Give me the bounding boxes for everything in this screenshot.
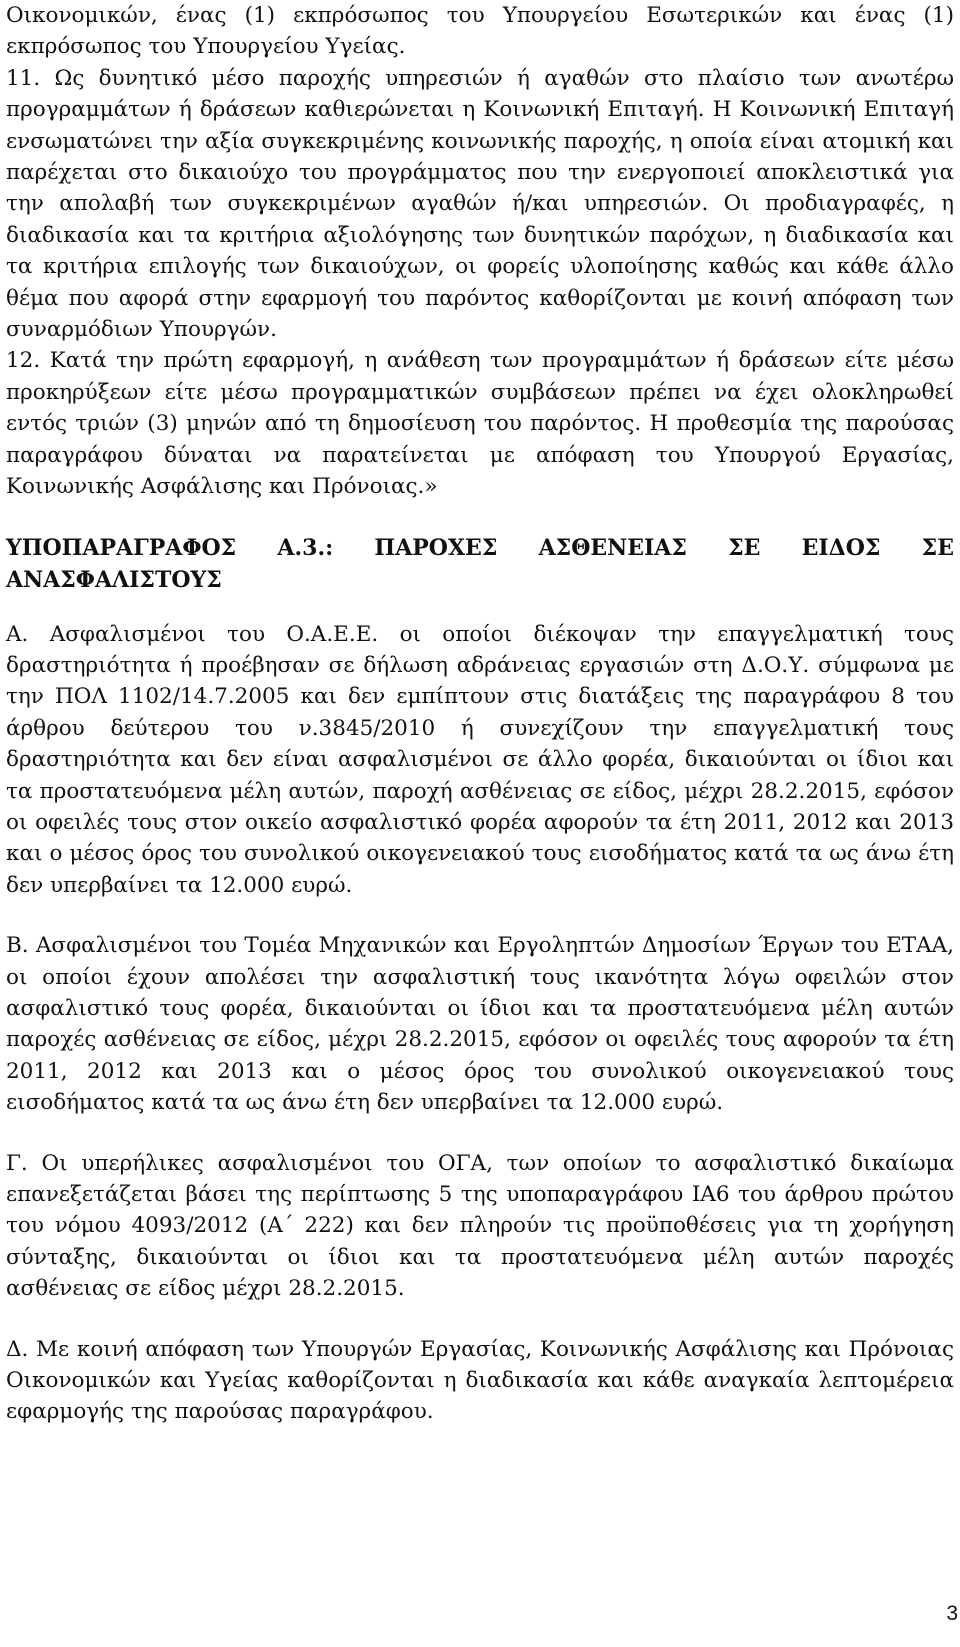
spacer [6, 1119, 954, 1148]
page-number: 3 [946, 1602, 958, 1625]
paragraph-12: 12. Κατά την πρώτη εφαρμογή, η ανάθεση των προγραμμάτων ή δράσεων είτε μέσω προκηρύξεων είτε μέσω προγραμματικών συμβάσεων πρέπει να έχει ολοκληρωθεί εντός τριών (3) μηνών από τη δημοσίευση του παρόντος. Η προθεσμία της παρούσας παραγράφου δύναται να παρατείνεται με απόφαση του Υπουργού Εργασίας, Κοινωνικής Ασφάλισης και Πρόνοιας.» [6, 348, 954, 500]
paragraph-a: Α. Ασφαλισμένοι του Ο.Α.Ε.Ε. οι οποίοι διέκοψαν την επαγγελματική τους δραστηριότητα ή προέβησαν σε δήλωση αδράνειας εργασιών στη Δ.Ο.Υ. σύμφωνα με την ΠΟΛ 1102/14.7.2005 και δεν εμπίπτουν στις διατάξεις της παραγράφου 8 του άρθρου δεύτερου του ν.3845/2010 ή συνεχίζουν την επαγγελματική τους δραστηριότητα και δεν είναι ασφαλισμένοι σε άλλο φορέα, δικαιούνται οι ίδιοι και τα προστατευόμενα μέλη αυτών, παροχή ασθένειας σε είδος, μέχρι 28.2.2015, εφόσον οι οφειλές τους στον οικείο ασφαλιστικό φορέα αφορούν τα έτη 2011, 2012 και 2013 και ο μέσος όρος του συνολικού οικογενειακού τους εισοδήματος κατά τα ως άνω έτη δεν υπερβαίνει τα 12.000 ευρώ. [6, 621, 954, 898]
spacer [6, 596, 954, 619]
spacer [6, 1305, 954, 1334]
paragraph-c: Γ. Οι υπερήλικες ασφαλισμένοι του ΟΓΑ, των οποίων το ασφαλιστικό δικαίωμα επανεξετάζεται βάσει της περίπτωσης 5 της υποπαραγράφου ΙΑ6 του άρθρου πρώτου του νόμου 4093/2012 (Α΄ 222) και δεν πληρούν τις προϋποθέσεις για τη χορήγηση σύνταξης, δικαιούνται οι ίδιοι και τα προστατευόμενα μέλη αυτών παροχές ασθένειας σε είδος μέχρι 28.2.2015. [6, 1150, 954, 1302]
paragraph-11: 11. Ως δυνητικό μέσο παροχής υπηρεσιών ή αγαθών στο πλαίσιο των ανωτέρω προγραμμάτων ή δράσεων καθιερώνεται η Κοινωνική Επιταγή. Η Κοινωνική Επιταγή ενσωματώνει την αξία συγκεκριμένης κοινωνικής παροχής, η οποία είναι ατομική και παρέχεται στο δικαιούχο του προγράμματος που την ενεργοποιεί αποκλειστικά για την απολαβή των συγκεκριμένων αγαθών ή/και υπηρεσιών. Οι προδιαγραφές, η διαδικασία και τα κριτήρια αξιολόγησης των δυνητικών παρόχων, η διαδικασία και τα κριτήρια επιλογής των δικαιούχων, οι φορείς υλοποίησης καθώς και κάθε άλλο θέμα που αφορά στην εφαρμογή του παρόντος καθορίζονται με κοινή απόφαση των συναρμόδιων Υπουργών. [6, 65, 954, 343]
spacer [6, 901, 954, 930]
section-heading: ΥΠΟΠΑΡΑΓΡΑΦΟΣ Α.3.: ΠΑΡΟΧΕΣ ΑΣΘΕΝΕΙΑΣ ΣΕ ΕΙΔΟΣ ΣΕ ΑΝΑΣΦΑΛΙΣΤΟΥΣ [6, 534, 954, 593]
spacer [6, 503, 954, 532]
paragraph-b: Β. Ασφαλισμένοι του Τομέα Μηχανικών και Εργοληπτών Δημοσίων Έργων του ΕΤΑΑ, οι οποίοι έχουν απολέσει την ασφαλιστική τους ικανότητα λόγω οφειλών στον ασφαλιστικό τους φορέα, δικαιούνται οι ίδιοι και τα προστατευόμενα μέλη αυτών παροχές ασθένειας σε είδος, μέχρι 28.2.2015, εφόσον οι οφειλές τους αφορούν τα έτη 2011, 2012 και 2013 και ο μέσος όρος του συνολικού οικογενειακού τους εισοδήματος κατά τα ως άνω έτη δεν υπερβαίνει τα 12.000 ευρώ. [6, 933, 954, 1116]
paragraph-d: Δ. Με κοινή απόφαση των Υπουργών Εργασίας, Κοινωνικής Ασφάλισης και Πρόνοιας Οικονομικών και Υγείας καθορίζονται η διαδικασία και κάθε αναγκαία λεπτομέρεια εφαρμογής της παρούσας παραγράφου. [6, 1336, 954, 1425]
paragraph-intro: Οικονομικών, ένας (1) εκπρόσωπος του Υπουργείου Εσωτερικών και ένας (1) εκπρόσωπος του Υπουργείου Υγείας. [6, 3, 954, 60]
document-body [6, 0, 954, 1428]
